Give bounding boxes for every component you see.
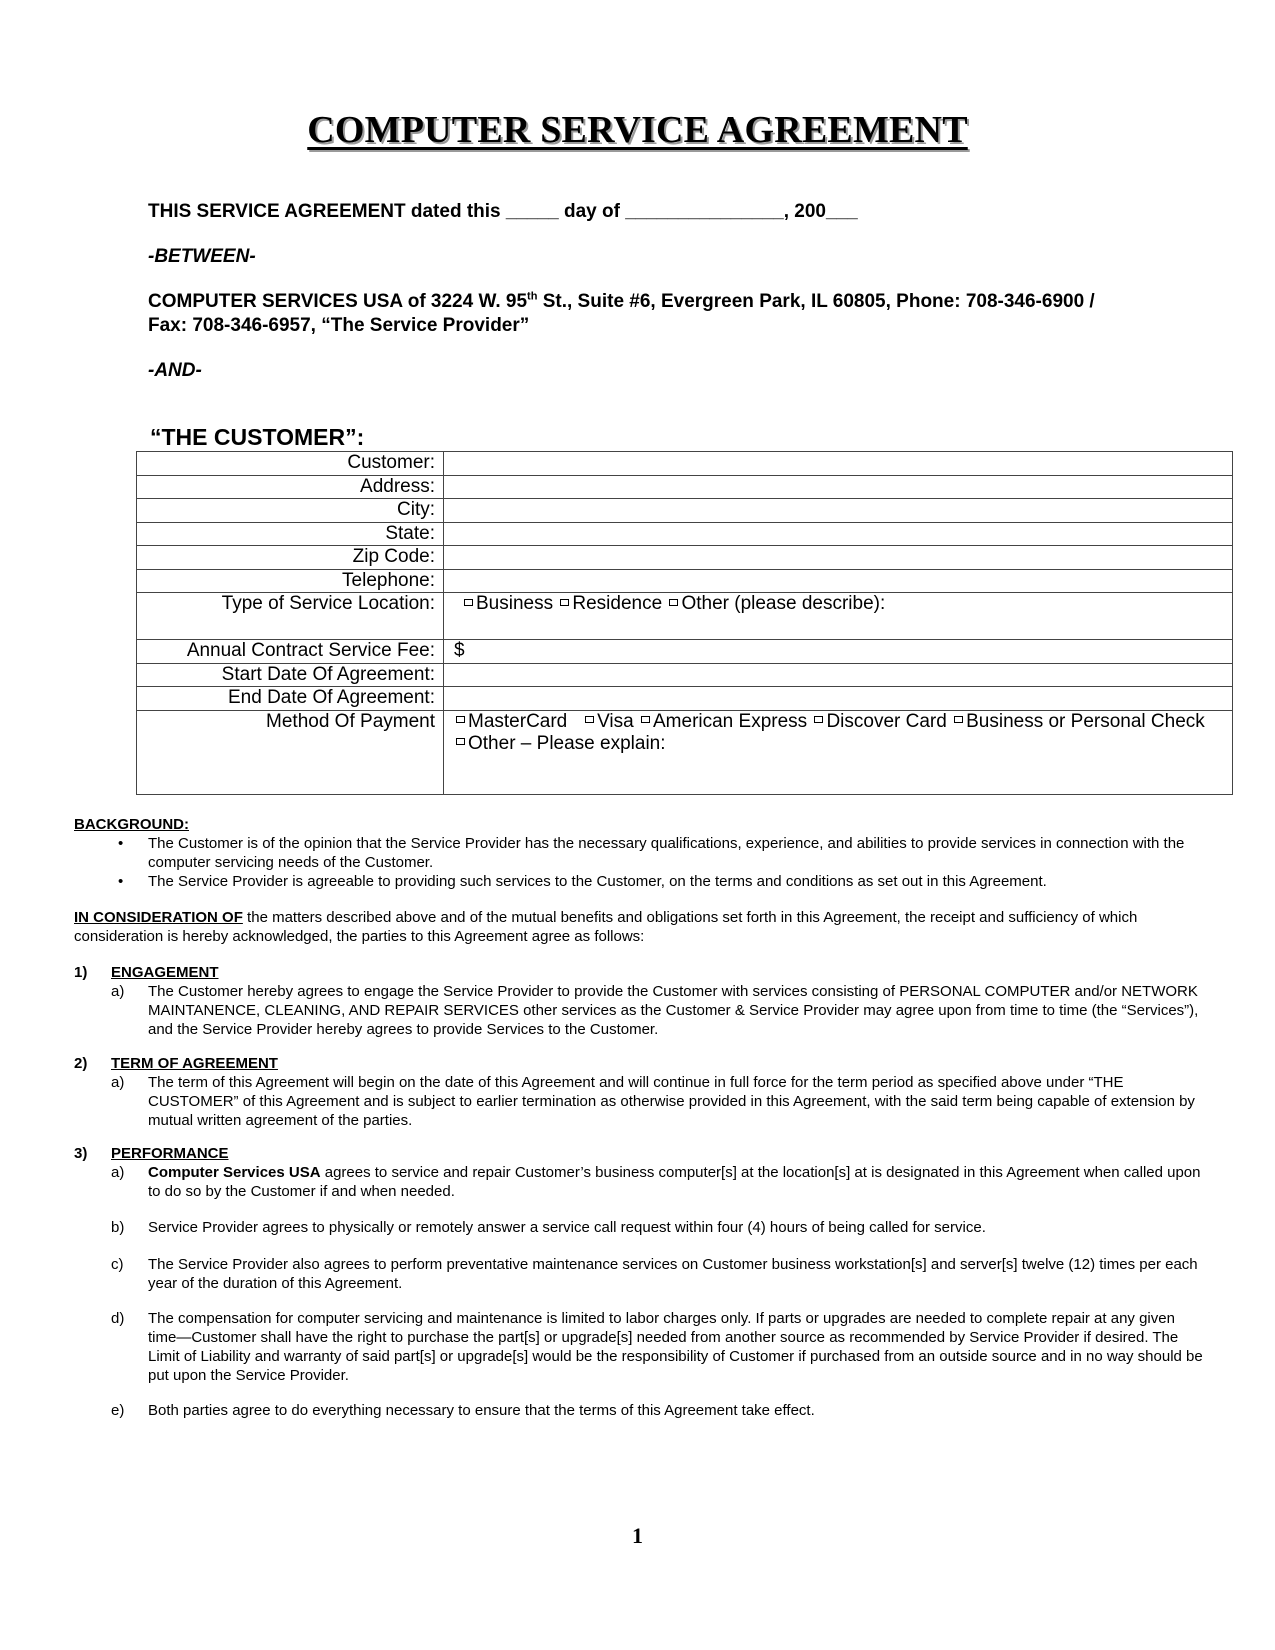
customer-heading: “THE CUSTOMER”: — [150, 424, 365, 450]
background-bullet: • The Service Provider is agreeable to providing such services to the Customer, on the terms and conditions as set out in this Agreement. — [118, 873, 1047, 890]
provider-address-line1: COMPUTER SERVICES USA of 3224 W. 95th St., Suite #6, Evergreen Park, IL 60805, Phone: 708-346-6900 / — [148, 290, 1095, 312]
checkbox-check[interactable] — [954, 716, 963, 723]
telephone-field[interactable] — [444, 569, 1233, 593]
checkbox-other-payment[interactable] — [456, 738, 465, 745]
consideration-paragraph: IN CONSIDERATION OF the matters described above and of the mutual benefits and obligations set forth in this Agreement, the receipt and sufficiency of which consideration is hereby acknowledged, the parties to this Agreement agree as follows: — [74, 909, 1138, 945]
bullet-icon: • — [118, 835, 124, 852]
background-heading: BACKGROUND: — [74, 816, 189, 833]
row-label: End Date Of Agreement: — [137, 687, 444, 711]
customer-info-table — [136, 451, 1233, 795]
row-label: Zip Code: — [137, 546, 444, 570]
table-row — [137, 569, 1233, 593]
row-label: Telephone: — [137, 569, 444, 593]
section-item: e) Both parties agree to do everything necessary to ensure that the terms of this Agreement take effect. — [111, 1402, 815, 1419]
row-label: Method Of Payment — [137, 710, 444, 794]
checkbox-american-express[interactable] — [641, 716, 650, 723]
provider-address-line2: Fax: 708-346-6957, “The Service Provider” — [148, 315, 530, 336]
table-row — [137, 593, 1233, 640]
row-label: City: — [137, 499, 444, 523]
row-label: Customer: — [137, 452, 444, 476]
background-bullet: • The Customer is of the opinion that the Service Provider has the necessary qualifications, experience, and abilities to provide services in connection with the computer servicing needs of the Customer. — [118, 835, 1185, 871]
checkbox-discover-card[interactable] — [814, 716, 823, 723]
service-fee-field[interactable]: $ — [444, 640, 1233, 664]
table-row — [137, 546, 1233, 570]
address-field[interactable] — [444, 475, 1233, 499]
table-row — [137, 499, 1233, 523]
page-number: 1 — [632, 1523, 643, 1548]
checkbox-other[interactable] — [669, 599, 678, 606]
table-row — [137, 710, 1233, 794]
start-date-field[interactable] — [444, 663, 1233, 687]
zip-code-field[interactable] — [444, 546, 1233, 570]
table-row — [137, 452, 1233, 476]
row-label: Type of Service Location: — [137, 593, 444, 640]
section-item: a) Computer Services USA agrees to service and repair Customer’s business computer[s] at the location[s] at is designated in this Agreement when called upon to do so by the Customer if and when needed. — [111, 1164, 1201, 1200]
dated-line: THIS SERVICE AGREEMENT dated this _____ day of _______________, 200___ — [148, 201, 858, 222]
section-item: a) The Customer hereby agrees to engage the Service Provider to provide the Customer with services consisting of PERSONAL COMPUTER and/or NETWORK MAINTANENCE, CLEANING, AND REPAIR SERVICES other services as the Customer & Service Provider may agree upon from time to time (the “Services”), and the Service Provider hereby agrees to provide Services to the Customer. — [111, 983, 1199, 1038]
document-page: COMPUTER SERVICE AGREEMENT THIS SERVICE AGREEMENT dated this _____ day of _______________, 200___ -BETWEEN- COMPUTER SERVICES USA of 3224 W. 95th St., Suite #6, Evergreen Park, IL 60805, Phone: 708-346-6900 / Fax: 708-346-6957, “The Service Provider” -AND- “THE CUSTOMER”: Customer: Address: City: State: Zip Code: Telephone: Type of Service Location: Business Residence Other (please describe): Annual Contract Service Fee: $ Start Date Of Agreement: End Date Of Agreement: Method Of Payment MasterCard Visa American Express Discover Card Business or Personal Check Other – Please explain: BACKGROUND: • The Customer is of the opinion that the Service Provider has the necessary qualifications, experience, and abilities to provide services in connection with the computer servicing needs of the Customer. • The Service Provider is agreeable to providing such services to the Customer, on the terms and conditions as set out in this Agreement. IN CONSIDERATION OF the matters described above and of the mutual benefits and obligations set forth in this Agreement, the receipt and sufficiency of which consideration is hereby acknowledged, the parties to this Agreement agree as follows: 1) ENGAGEMENT a) The Customer hereby agrees to engage the Service Provider to provide the Customer with services consisting of PERSONAL COMPUTER and/or NETWORK MAINTANENCE, CLEANING, AND REPAIR SERVICES other services as the Customer & Service Provider may agree upon from time to time (the “Services”), and the Service Provider hereby agrees to provide Services to the Customer. 2) TERM OF AGREEMENT a) The term of this Agreement will begin on the date of this Agreement and will continue in full force for the term period as specified above under “THE CUSTOMER” of this Agreement and is subject to earlier termination as otherwise provided in this Agreement, with the said term being capable of extension by mutual written agreement of the parties. 3) PERFORMANCE a) Computer Services USA agrees to service and repair Customer’s business computer[s] at the location[s] at is designated in this Agreement when called upon to do so by the Customer if and when needed. b) Service Provider agrees to physically or remotely answer a service call request within four (4) hours of being called for service. c) The Service Provider also agrees to perform preventative maintenance services on Customer business workstation[s] and server[s] twelve (12) times per each year of the duration of this Agreement. d) The compensation for computer servicing and maintenance is limited to labor charges only. If parts or upgrades are needed to complete repair at any given time—Customer shall have the right to purchase the part[s] or upgrade[s] needed from another source as recommended by Service Provider if desired. The Limit of Liability and warranty of said part[s] or upgrade[s] would be the responsibility of Customer if purchased from an outside source and in no way should be put upon the Service Provider. e) Both parties agree to do everything necessary to ensure that the terms of this Agreement take effect. 1 — [0, 0, 1275, 1650]
table-row — [137, 475, 1233, 499]
checkbox-residence[interactable] — [560, 599, 569, 606]
row-label: Start Date Of Agreement: — [137, 663, 444, 687]
document-title: COMPUTER SERVICE AGREEMENT — [307, 109, 968, 151]
row-label: State: — [137, 522, 444, 546]
row-label: Address: — [137, 475, 444, 499]
table-row — [137, 663, 1233, 687]
checkbox-visa[interactable] — [585, 716, 594, 723]
section-item: b) Service Provider agrees to physically or remotely answer a service call request within four (4) hours of being called for service. — [111, 1219, 986, 1236]
table-row — [137, 687, 1233, 711]
payment-method-options: MasterCard Visa American Express Discover Card Business or Personal Check Other – Please explain: — [444, 710, 1233, 794]
customer-name-field[interactable] — [444, 452, 1233, 476]
service-location-options: Business Residence Other (please describe): — [444, 593, 1233, 640]
end-date-field[interactable] — [444, 687, 1233, 711]
table-row — [137, 522, 1233, 546]
row-label: Annual Contract Service Fee: — [137, 640, 444, 664]
section-item: d) The compensation for computer servicing and maintenance is limited to labor charges only. If parts or upgrades are needed to complete repair at any given time—Customer shall have the right to purchase the part[s] or upgrade[s] needed from another source as recommended by Service Provider if desired. The Limit of Liability and warranty of said part[s] or upgrade[s] would be the responsibility of Customer if purchased from an outside source and in no way should be put upon the Service Provider. — [111, 1310, 1203, 1384]
section-item: a) The term of this Agreement will begin on the date of this Agreement and will continue in full force for the term period as specified above under “THE CUSTOMER” of this Agreement and is subject to earlier termination as otherwise provided in this Agreement, with the said term being capable of extension by mutual written agreement of the parties. — [111, 1074, 1195, 1129]
bullet-icon: • — [118, 873, 124, 890]
table-row — [137, 640, 1233, 664]
checkbox-mastercard[interactable] — [456, 716, 465, 723]
section-item: c) The Service Provider also agrees to perform preventative maintenance services on Customer business workstation[s] and server[s] twelve (12) times per each year of the duration of this Agreement. — [111, 1256, 1198, 1292]
state-field[interactable] — [444, 522, 1233, 546]
city-field[interactable] — [444, 499, 1233, 523]
between-label: -BETWEEN- — [148, 246, 256, 267]
checkbox-business[interactable] — [464, 599, 473, 606]
and-label: -AND- — [148, 360, 202, 381]
